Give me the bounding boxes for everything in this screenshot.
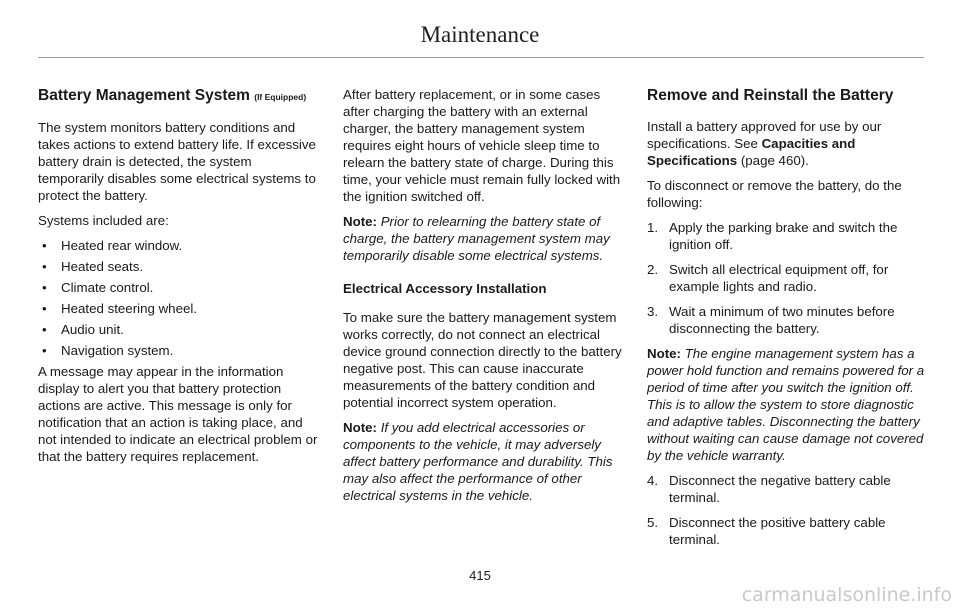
note-text: Prior to relearning the battery state of charge, the battery management system may temporarily disable some electrical systems. [343,214,610,263]
page-reference: (page 460). [740,153,809,168]
install-paragraph [647,118,929,169]
capacities-link[interactable]: Capacities and Specifications [647,136,856,168]
steps-list-b [647,472,929,548]
note-relearning [343,213,625,264]
disconnect-intro: To disconnect or remove the battery, do the following: [647,178,902,210]
list-item: • Heated rear window. [38,237,320,254]
step-text: Switch all electrical equipment off, for example lights and radio. [669,262,889,294]
systems-label: Systems included are: [38,213,169,228]
list-item: • Climate control. [38,279,320,296]
step-item [647,261,929,295]
step-number: 1. [647,220,659,235]
step-item [647,514,929,548]
note-accessories [343,419,625,504]
note-label: Note: [343,420,377,435]
column-battery-management [38,86,320,473]
heading-suffix: (If Equipped) [254,92,307,102]
list-item: • Navigation system. [38,342,320,359]
header-divider [38,57,924,58]
section-heading-remove-reinstall: Remove and Reinstall the Battery [647,87,894,104]
step-item [647,219,929,253]
install-text: Install a battery approved for use by our specifications. See [647,119,882,151]
replacement-paragraph: After battery replacement, or in some cases after charging the battery with an external charger, the battery management system requires eight hours of vehicle sleep time to relearn the battery state of charge. During this time, your vehicle must remain fully locked with the ignition switched off. [343,87,621,204]
step-number: 2. [647,262,659,277]
note-text: If you add electrical accessories or components to the vehicle, it may adversely affect battery performance and durability. This may also affect the performance of other electrical systems in the vehicle. [343,420,613,503]
step-number: 5. [647,515,659,530]
note-label: Note: [343,214,377,229]
message-paragraph: A message may appear in the information display to alert you that battery protection actions are active. This message is only for notification that an action is taking place, and not intended to indicate an electrical problem or that the battery requires replacement. [38,364,318,464]
step-item [647,472,929,506]
systems-list [38,237,320,359]
note-label: Note: [647,346,681,361]
step-item [647,303,929,337]
list-item: • Heated steering wheel. [38,300,320,317]
column-battery-replacement [343,86,625,512]
page-header-title: Maintenance [420,22,540,47]
intro-paragraph: The system monitors battery conditions and takes actions to extend battery life. If excessive battery drain is detected, the system temporarily disables some electrical systems to protect the battery. [38,120,316,203]
step-text: Apply the parking brake and switch the ignition off. [669,220,898,252]
note-text: The engine management system has a power hold function and remains powered for a period of time after you switch the ignition off. This is to allow the system to store diagnostic and adaptive tables. Disconnecting the battery without waiting can cause damage not covered by the vehicle warranty. [647,346,925,463]
column-remove-reinstall [647,86,929,556]
step-number: 4. [647,473,659,488]
step-number: 3. [647,304,659,319]
step-text: Wait a minimum of two minutes before disconnecting the battery. [669,304,895,336]
accessory-paragraph: To make sure the battery management system works correctly, do not connect an electrical device ground connection directly to the battery negative post. This can cause inaccurate measurements of the battery condition and potential incorrect system operation. [343,310,622,410]
page-number: 415 [469,568,491,583]
step-text: Disconnect the positive battery cable terminal. [669,515,886,547]
list-item: • Audio unit. [38,321,320,338]
watermark: carmanualsonline.info [741,584,952,606]
section-heading-battery-management [38,86,320,107]
step-text: Disconnect the negative battery cable terminal. [669,473,891,505]
note-power-hold [647,345,929,464]
list-item: • Heated seats. [38,258,320,275]
subheading-electrical-accessory: Electrical Accessory Installation [343,281,547,296]
heading-text: Battery Management System [38,87,250,104]
steps-list-a [647,219,929,337]
